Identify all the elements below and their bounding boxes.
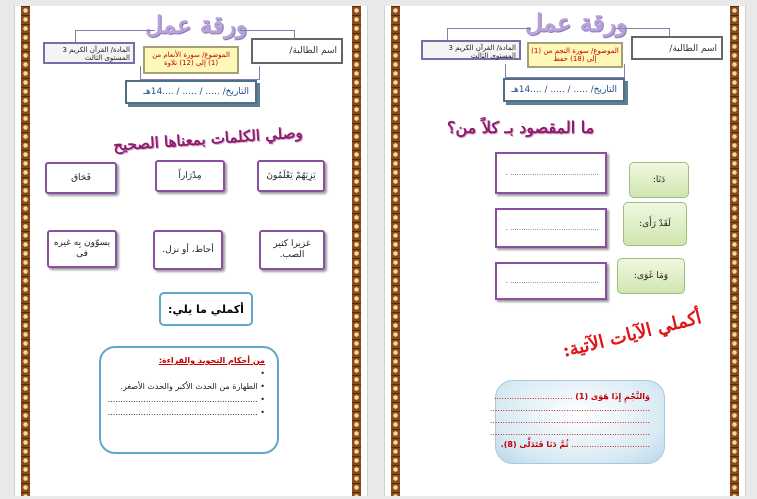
verse-line-4[interactable]: ............................................................... — [489, 428, 650, 437]
answer-box-2[interactable]: ........................................ . — [495, 208, 607, 248]
right-subject-box: المادة/ القرآن الكريم 3 المستوى الثالث — [421, 40, 521, 60]
verses-box — [489, 380, 665, 464]
answer-box-3[interactable]: ........................................ . — [495, 262, 607, 300]
tajweed-rules-box — [99, 346, 279, 454]
question-term-1: دَنَا: — [629, 162, 689, 198]
rules-line-3[interactable]: • ........................................................... — [107, 395, 265, 404]
complete-following-box: أكملي ما يلي: — [159, 292, 253, 326]
word-box-1[interactable]: يَزِيَهُمْ يَعْلَمُونَ — [257, 160, 325, 192]
rules-line-2: • الطهارة من الحدث الأكبر والحدث الأصغر. — [120, 382, 265, 391]
left-topic-box: الموضوع/ سورة الأنعام من (1) إلى (12) تلاوة — [143, 46, 239, 74]
page-right[interactable] — [384, 6, 746, 496]
left-header-connector-a — [75, 30, 155, 42]
right-topic-box: الموضوع/ سورة النجم من (1) إلى (18) حفظ — [527, 42, 623, 68]
left-student-name-field[interactable]: اسم الطالبة/ — [251, 38, 343, 64]
right-page-border-right — [730, 6, 739, 496]
match-words-banner: وصلي الكلمات بمعناها الصحيح — [112, 123, 304, 155]
word-box-3[interactable]: فَحَاق — [45, 162, 117, 194]
verse-line-3[interactable]: ............................................................... — [489, 416, 650, 425]
left-page-border-left — [21, 6, 30, 496]
meaning-question-title: ما المقصود بـ كلاً من؟ — [447, 118, 595, 137]
question-term-2: لَقَدْ رَأَى: — [623, 202, 687, 246]
right-worksheet-title: ورقة عمل — [525, 8, 628, 37]
verse-line-1[interactable]: وَالنَّجْمِ إِذَا هَوَى (1) ............................... — [493, 392, 650, 401]
page-left[interactable] — [14, 6, 368, 496]
right-page-border-left — [391, 6, 400, 496]
right-header-connector-a — [447, 28, 531, 40]
rules-line-4[interactable]: • ........................................................... — [107, 408, 265, 417]
question-term-3: وَمَا غَوَى: — [617, 258, 685, 294]
rules-title: من أحكام التجويد والقراءة: — [158, 356, 265, 365]
left-worksheet-title: ورقة عمل — [145, 10, 248, 39]
verse-line-2[interactable]: ............................................................... — [489, 404, 650, 413]
meaning-box-1[interactable]: غزيرا كثير الصب. — [259, 230, 325, 270]
verse-line-5[interactable]: ............................... ثُمَّ دَنَا فَتَدَلَّى (8). — [500, 440, 650, 449]
left-subject-box: المادة/ القرآن الكريم 3 المستوى الثالث — [43, 42, 135, 64]
left-date-field[interactable]: التاريخ/ ..... / ..... / ....14هـ — [125, 80, 257, 104]
right-date-field[interactable]: التاريخ/ ..... / ..... / ....14هـ — [503, 78, 625, 102]
rules-line-1[interactable]: • — [260, 369, 265, 378]
left-page-border-right — [352, 6, 361, 496]
right-student-name-field[interactable]: اسم الطالبة/ — [631, 36, 723, 60]
answer-box-1[interactable]: ........................................ . — [495, 152, 607, 194]
complete-verses-title: أكملي الآيات الآتية: — [560, 307, 704, 362]
meaning-box-3[interactable]: يسوّون بِه غيره فى — [47, 230, 117, 268]
meaning-box-2[interactable]: أحاط، أو نزل. — [153, 230, 223, 270]
word-box-2[interactable]: مِدْرَاراً — [155, 160, 225, 192]
